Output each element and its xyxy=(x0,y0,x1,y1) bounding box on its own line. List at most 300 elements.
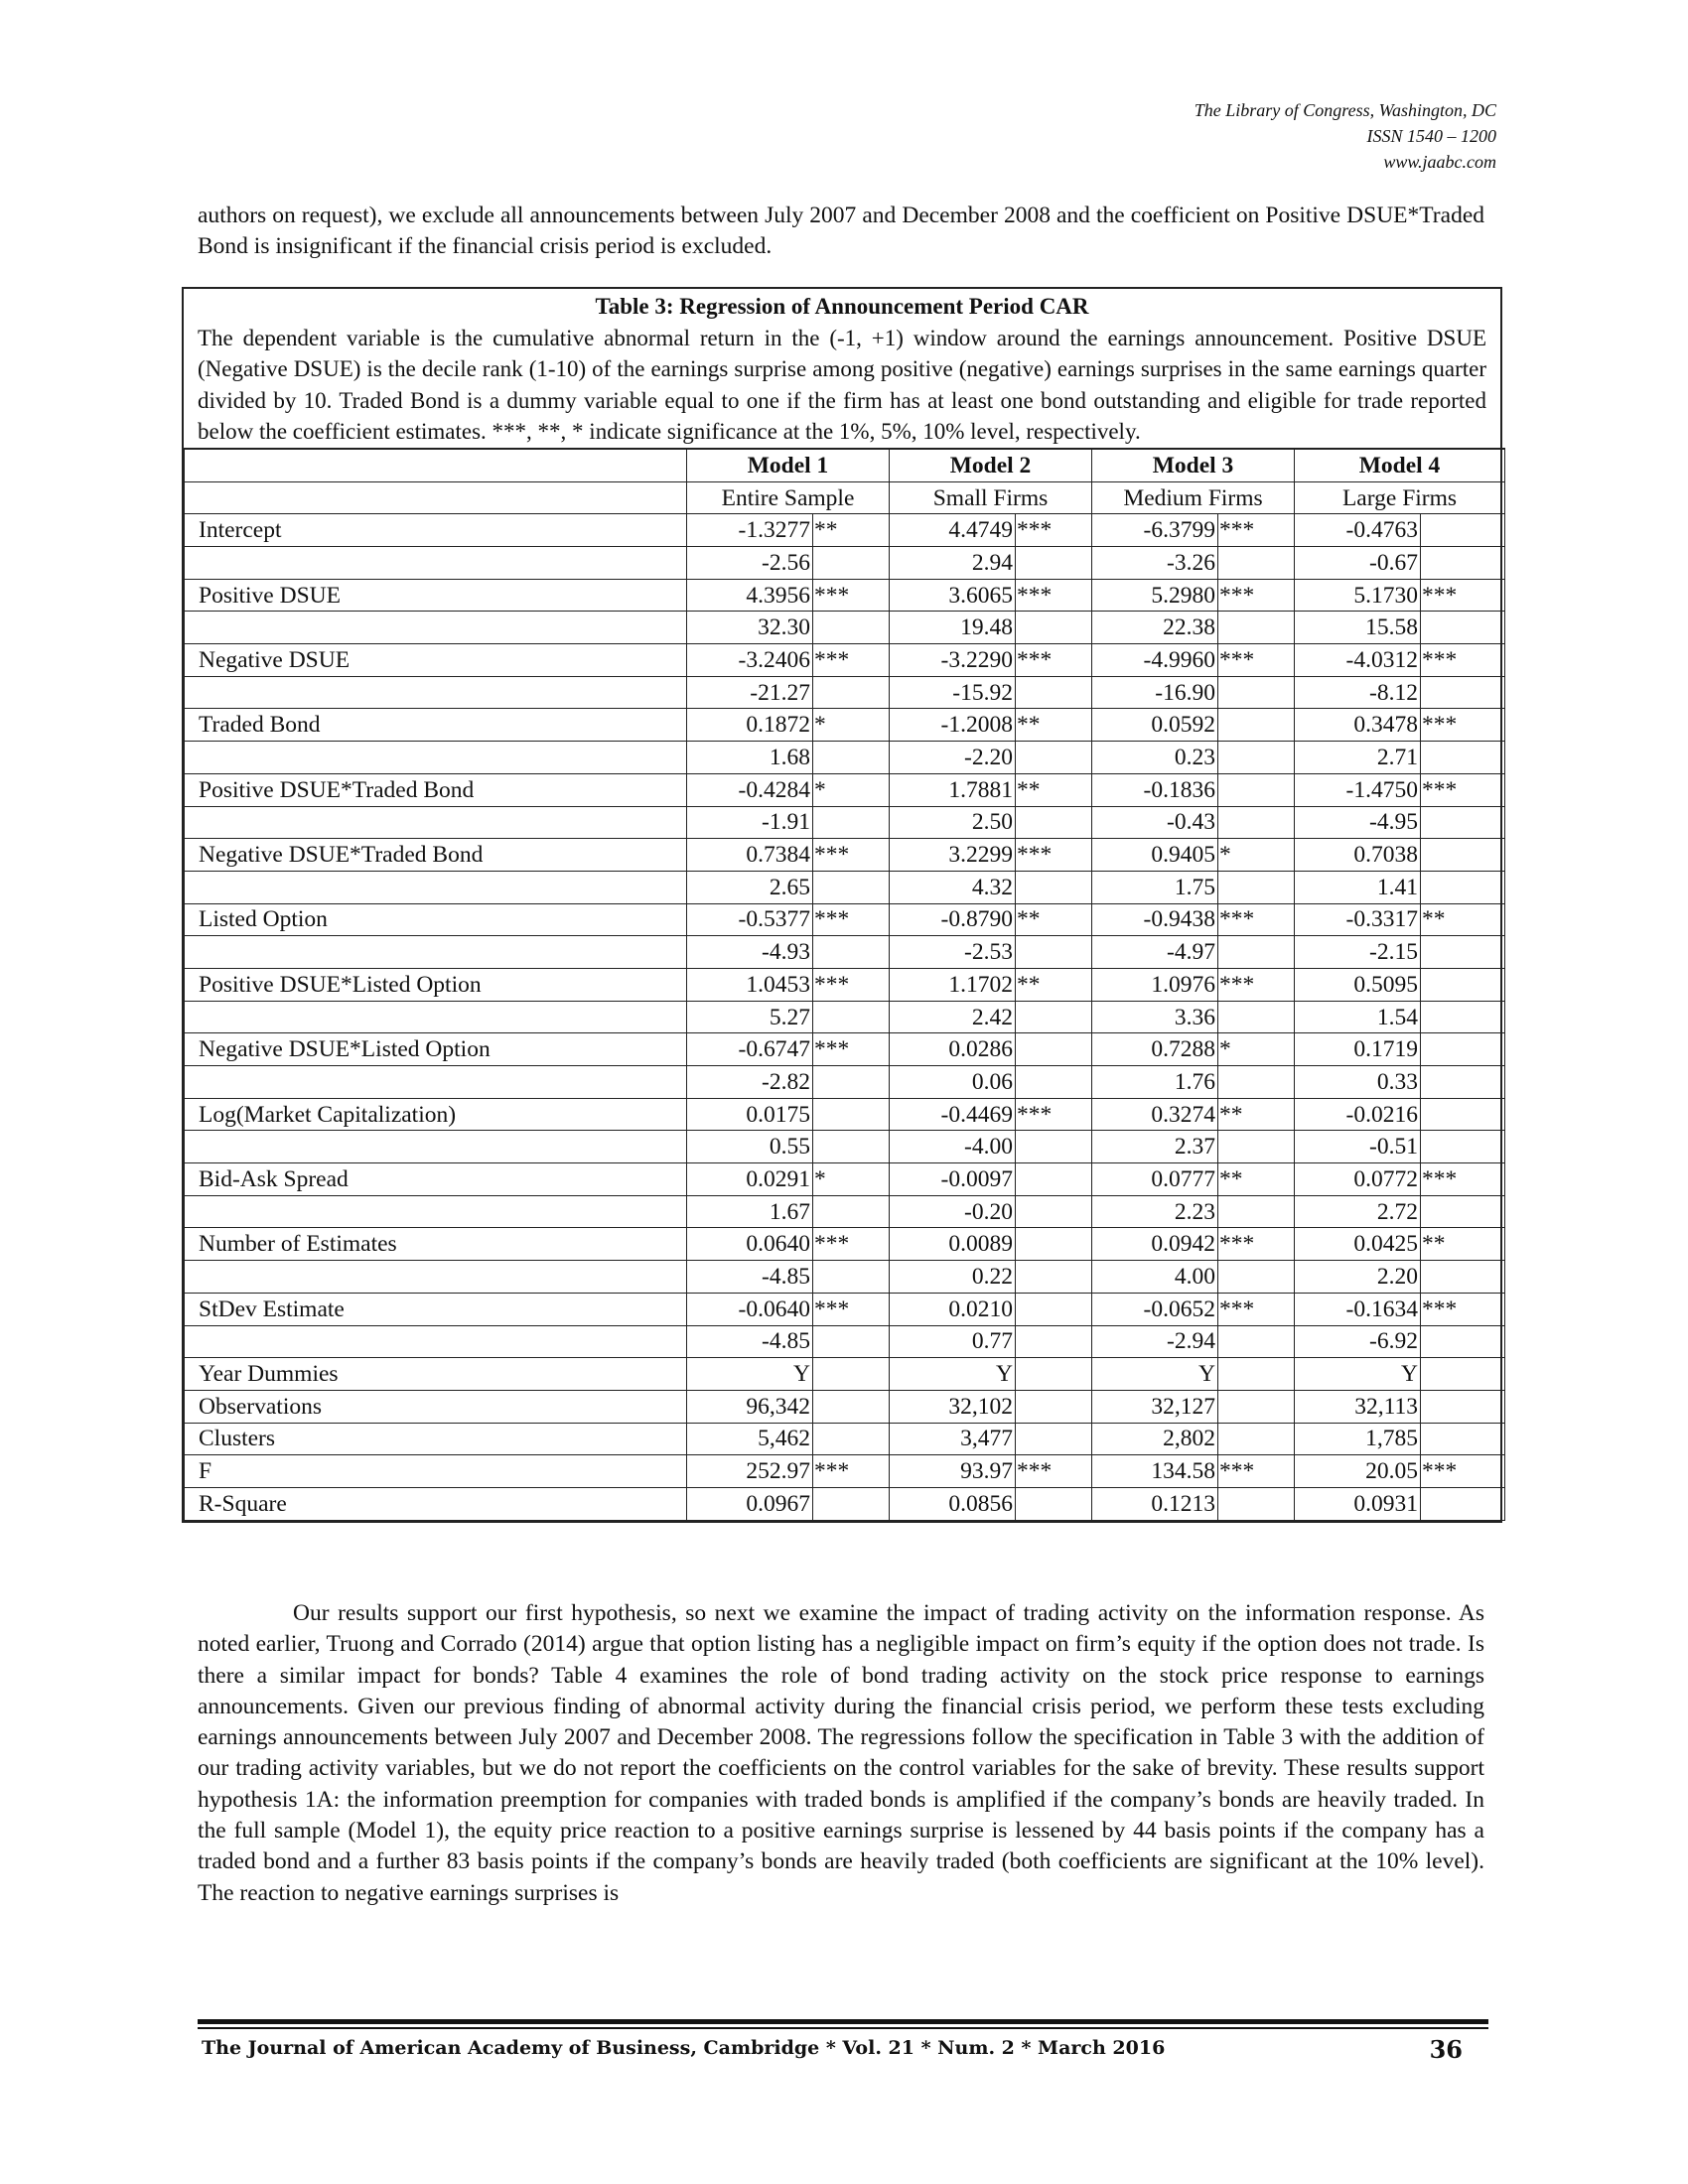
model-1-significance: *** xyxy=(813,839,890,872)
model-1-significance: *** xyxy=(813,644,890,677)
model-4-significance xyxy=(1421,936,1505,969)
model-3-value: 1.75 xyxy=(1092,871,1218,903)
model-2-significance xyxy=(1016,1163,1092,1196)
header-library: The Library of Congress, Washington, DC xyxy=(1194,100,1496,120)
model-2-value: 0.77 xyxy=(890,1325,1016,1358)
model-3-significance xyxy=(1218,1423,1295,1455)
model-3-value: -0.0652 xyxy=(1092,1293,1218,1325)
model-1-value: -4.93 xyxy=(687,936,813,969)
model-2-value: 4.32 xyxy=(890,871,1016,903)
model-1-significance: * xyxy=(813,1163,890,1196)
model-4-value: -0.3317 xyxy=(1295,903,1421,936)
model-1-significance xyxy=(813,806,890,839)
model-3-value: 5.2980 xyxy=(1092,579,1218,612)
model-4-value: 5.1730 xyxy=(1295,579,1421,612)
row-label: Negative DSUE*Traded Bond xyxy=(185,839,687,872)
model-4-value: 0.0425 xyxy=(1295,1228,1421,1261)
model-1-significance xyxy=(813,676,890,709)
model-1-value: Y xyxy=(687,1358,813,1391)
row-label: Clusters xyxy=(185,1423,687,1455)
model-1-significance xyxy=(813,742,890,774)
table-row xyxy=(185,1358,1505,1391)
table-row xyxy=(185,1163,1505,1196)
row-label: Negative DSUE*Listed Option xyxy=(185,1033,687,1066)
model-2-value: 2.50 xyxy=(890,806,1016,839)
model-3-significance xyxy=(1218,1195,1295,1228)
table-row xyxy=(185,579,1505,612)
regression-table-box xyxy=(182,287,1502,1523)
model-4-significance xyxy=(1421,1098,1505,1131)
model-4-value: -4.0312 xyxy=(1295,644,1421,677)
model-4-value: 0.1719 xyxy=(1295,1033,1421,1066)
model-1-significance xyxy=(813,936,890,969)
model-3-significance: *** xyxy=(1218,644,1295,677)
model-1-significance: *** xyxy=(813,968,890,1001)
model-3-sample: Medium Firms xyxy=(1092,481,1295,514)
model-4-significance xyxy=(1421,1066,1505,1099)
table-row xyxy=(185,1098,1505,1131)
model-3-significance xyxy=(1218,1390,1295,1423)
model-4-significance xyxy=(1421,1358,1505,1391)
model-3-header: Model 3 xyxy=(1092,449,1295,481)
row-label xyxy=(185,612,687,644)
table-row xyxy=(185,773,1505,806)
model-1-significance: *** xyxy=(813,1033,890,1066)
model-3-significance xyxy=(1218,936,1295,969)
model-3-value: 3.36 xyxy=(1092,1001,1218,1033)
model-3-significance xyxy=(1218,1358,1295,1391)
model-2-value: 0.06 xyxy=(890,1066,1016,1099)
model-4-significance xyxy=(1421,1001,1505,1033)
model-2-value: 2.42 xyxy=(890,1001,1016,1033)
page-number: 36 xyxy=(1429,2035,1463,2064)
model-4-value: -0.1634 xyxy=(1295,1293,1421,1325)
model-1-value: -3.2406 xyxy=(687,644,813,677)
model-4-value: 2.72 xyxy=(1295,1195,1421,1228)
model-3-significance xyxy=(1218,871,1295,903)
model-3-value: -0.1836 xyxy=(1092,773,1218,806)
row-label xyxy=(185,871,687,903)
model-1-significance xyxy=(813,612,890,644)
model-1-value: 1.0453 xyxy=(687,968,813,1001)
model-2-value: -2.53 xyxy=(890,936,1016,969)
model-2-value: -0.0097 xyxy=(890,1163,1016,1196)
model-2-significance xyxy=(1016,676,1092,709)
model-3-significance: *** xyxy=(1218,514,1295,547)
table-row-tstat xyxy=(185,1131,1505,1163)
model-4-significance: *** xyxy=(1421,1455,1505,1488)
model-2-significance xyxy=(1016,1325,1092,1358)
model-3-value: 0.7288 xyxy=(1092,1033,1218,1066)
model-header-row xyxy=(185,449,1505,481)
model-1-significance xyxy=(813,1195,890,1228)
model-4-significance xyxy=(1421,547,1505,580)
model-3-significance: ** xyxy=(1218,1098,1295,1131)
row-label xyxy=(185,1261,687,1294)
model-1-value: 0.0175 xyxy=(687,1098,813,1131)
model-1-significance xyxy=(813,1487,890,1520)
row-label: Observations xyxy=(185,1390,687,1423)
model-4-value: -8.12 xyxy=(1295,676,1421,709)
model-2-significance: ** xyxy=(1016,709,1092,742)
model-3-value: 32,127 xyxy=(1092,1390,1218,1423)
model-1-value: 2.65 xyxy=(687,871,813,903)
model-2-significance: ** xyxy=(1016,968,1092,1001)
row-label xyxy=(185,1066,687,1099)
table-row-tstat xyxy=(185,936,1505,969)
row-label xyxy=(185,742,687,774)
model-2-significance xyxy=(1016,1293,1092,1325)
model-2-value: 32,102 xyxy=(890,1390,1016,1423)
model-3-significance xyxy=(1218,742,1295,774)
model-2-significance xyxy=(1016,1131,1092,1163)
model-4-significance xyxy=(1421,1423,1505,1455)
page-footer xyxy=(202,2035,1463,2064)
model-2-value: 0.22 xyxy=(890,1261,1016,1294)
model-2-value: -2.20 xyxy=(890,742,1016,774)
model-3-value: 1.0976 xyxy=(1092,968,1218,1001)
model-4-significance: ** xyxy=(1421,1228,1505,1261)
model-4-header: Model 4 xyxy=(1295,449,1505,481)
table-row xyxy=(185,1033,1505,1066)
model-4-value: 1.41 xyxy=(1295,871,1421,903)
model-3-value: 0.9405 xyxy=(1092,839,1218,872)
empty-header-cell xyxy=(185,481,687,514)
sample-header-row xyxy=(185,481,1505,514)
model-4-value: 2.20 xyxy=(1295,1261,1421,1294)
row-label xyxy=(185,676,687,709)
table-row xyxy=(185,839,1505,872)
model-1-significance: * xyxy=(813,709,890,742)
model-4-significance xyxy=(1421,871,1505,903)
table-row-tstat xyxy=(185,871,1505,903)
model-2-value: -15.92 xyxy=(890,676,1016,709)
page-header xyxy=(1195,97,1496,175)
model-3-significance: *** xyxy=(1218,968,1295,1001)
model-3-value: -4.97 xyxy=(1092,936,1218,969)
model-2-value: 93.97 xyxy=(890,1455,1016,1488)
header-website: www.jaabc.com xyxy=(1383,152,1496,172)
model-2-significance xyxy=(1016,1066,1092,1099)
model-3-value: 22.38 xyxy=(1092,612,1218,644)
row-label: Listed Option xyxy=(185,903,687,936)
header-issn: ISSN 1540 – 1200 xyxy=(1366,126,1496,146)
table-row-tstat xyxy=(185,806,1505,839)
model-1-significance xyxy=(813,1390,890,1423)
model-2-value: 0.0089 xyxy=(890,1228,1016,1261)
model-4-value: -0.67 xyxy=(1295,547,1421,580)
model-3-significance xyxy=(1218,1487,1295,1520)
model-4-significance xyxy=(1421,839,1505,872)
table-row-tstat xyxy=(185,612,1505,644)
model-1-value: -4.85 xyxy=(687,1261,813,1294)
model-4-significance: *** xyxy=(1421,644,1505,677)
footer-rule-thick xyxy=(198,2019,1488,2024)
model-4-value: 0.33 xyxy=(1295,1066,1421,1099)
model-1-value: -1.3277 xyxy=(687,514,813,547)
row-label: Year Dummies xyxy=(185,1358,687,1391)
table-row xyxy=(185,968,1505,1001)
model-4-value: -1.4750 xyxy=(1295,773,1421,806)
model-2-significance xyxy=(1016,806,1092,839)
model-3-significance: *** xyxy=(1218,1228,1295,1261)
model-4-significance xyxy=(1421,514,1505,547)
row-label: R-Square xyxy=(185,1487,687,1520)
model-4-significance: *** xyxy=(1421,773,1505,806)
model-1-value: 252.97 xyxy=(687,1455,813,1488)
model-3-value: -0.9438 xyxy=(1092,903,1218,936)
model-2-value: -0.20 xyxy=(890,1195,1016,1228)
model-2-value: 4.4749 xyxy=(890,514,1016,547)
table-caption xyxy=(184,289,1500,448)
model-4-value: -0.0216 xyxy=(1295,1098,1421,1131)
model-1-significance: *** xyxy=(813,1293,890,1325)
model-1-value: 1.68 xyxy=(687,742,813,774)
model-4-significance: *** xyxy=(1421,1163,1505,1196)
model-2-value: 3.6065 xyxy=(890,579,1016,612)
model-3-value: 0.3274 xyxy=(1092,1098,1218,1131)
model-2-significance: ** xyxy=(1016,903,1092,936)
model-2-significance: *** xyxy=(1016,514,1092,547)
model-4-significance xyxy=(1421,612,1505,644)
model-3-significance xyxy=(1218,806,1295,839)
model-2-significance xyxy=(1016,1195,1092,1228)
model-1-value: -0.6747 xyxy=(687,1033,813,1066)
model-3-significance xyxy=(1218,773,1295,806)
row-label: Bid-Ask Spread xyxy=(185,1163,687,1196)
row-label: Positive DSUE*Listed Option xyxy=(185,968,687,1001)
model-4-significance xyxy=(1421,1195,1505,1228)
model-4-significance: *** xyxy=(1421,579,1505,612)
model-3-significance xyxy=(1218,1066,1295,1099)
row-label xyxy=(185,547,687,580)
row-label: Negative DSUE xyxy=(185,644,687,677)
model-4-value: Y xyxy=(1295,1358,1421,1391)
model-4-significance xyxy=(1421,742,1505,774)
row-label xyxy=(185,1001,687,1033)
model-4-value: 0.0931 xyxy=(1295,1487,1421,1520)
row-label xyxy=(185,1131,687,1163)
row-label: Number of Estimates xyxy=(185,1228,687,1261)
model-2-value: -1.2008 xyxy=(890,709,1016,742)
model-1-significance: *** xyxy=(813,1228,890,1261)
table-row xyxy=(185,1228,1505,1261)
table-row xyxy=(185,1455,1505,1488)
model-4-value: 1.54 xyxy=(1295,1001,1421,1033)
model-2-significance xyxy=(1016,1423,1092,1455)
model-3-significance: *** xyxy=(1218,903,1295,936)
model-4-significance xyxy=(1421,1131,1505,1163)
row-label xyxy=(185,936,687,969)
model-1-significance xyxy=(813,871,890,903)
table-row-tstat xyxy=(185,1001,1505,1033)
model-4-significance: ** xyxy=(1421,903,1505,936)
model-1-value: 0.0291 xyxy=(687,1163,813,1196)
table-row xyxy=(185,1487,1505,1520)
row-label: Log(Market Capitalization) xyxy=(185,1098,687,1131)
model-1-value: -21.27 xyxy=(687,676,813,709)
model-2-significance xyxy=(1016,612,1092,644)
model-2-value: 1.1702 xyxy=(890,968,1016,1001)
model-3-value: 0.1213 xyxy=(1092,1487,1218,1520)
model-2-significance: *** xyxy=(1016,644,1092,677)
model-2-value: 2.94 xyxy=(890,547,1016,580)
model-3-value: -6.3799 xyxy=(1092,514,1218,547)
model-3-significance: ** xyxy=(1218,1163,1295,1196)
table-row-tstat xyxy=(185,1261,1505,1294)
model-3-significance xyxy=(1218,1325,1295,1358)
row-label: Intercept xyxy=(185,514,687,547)
model-1-significance: ** xyxy=(813,514,890,547)
model-2-sample: Small Firms xyxy=(890,481,1092,514)
model-2-value: -3.2290 xyxy=(890,644,1016,677)
model-3-significance xyxy=(1218,1001,1295,1033)
model-1-value: 5,462 xyxy=(687,1423,813,1455)
row-label xyxy=(185,806,687,839)
model-1-significance: *** xyxy=(813,579,890,612)
model-2-value: 3.2299 xyxy=(890,839,1016,872)
model-4-significance xyxy=(1421,1390,1505,1423)
model-2-value: -0.8790 xyxy=(890,903,1016,936)
model-1-value: -4.85 xyxy=(687,1325,813,1358)
model-3-value: -2.94 xyxy=(1092,1325,1218,1358)
model-1-significance xyxy=(813,1098,890,1131)
model-3-value: 0.23 xyxy=(1092,742,1218,774)
model-3-value: -3.26 xyxy=(1092,547,1218,580)
model-3-significance xyxy=(1218,1261,1295,1294)
model-2-significance: *** xyxy=(1016,1098,1092,1131)
table-row xyxy=(185,514,1505,547)
model-4-value: 0.7038 xyxy=(1295,839,1421,872)
model-3-significance: *** xyxy=(1218,579,1295,612)
model-2-significance xyxy=(1016,1487,1092,1520)
table-title: Table 3: Regression of Announcement Period CAR xyxy=(595,294,1089,319)
model-1-sample: Entire Sample xyxy=(687,481,890,514)
model-2-significance xyxy=(1016,742,1092,774)
model-1-significance xyxy=(813,1358,890,1391)
model-4-sample: Large Firms xyxy=(1295,481,1505,514)
model-3-value: -16.90 xyxy=(1092,676,1218,709)
model-1-value: 5.27 xyxy=(687,1001,813,1033)
model-4-value: -6.92 xyxy=(1295,1325,1421,1358)
table-row xyxy=(185,1390,1505,1423)
intro-paragraph: authors on request), we exclude all announcements between July 2007 and December 2008 and the coefficient on Positive DSUE*Traded Bond is insignificant if the financial crisis period is excluded. xyxy=(198,203,1484,259)
table-row xyxy=(185,1423,1505,1455)
model-2-significance xyxy=(1016,547,1092,580)
model-4-significance: *** xyxy=(1421,1293,1505,1325)
row-label: StDev Estimate xyxy=(185,1293,687,1325)
model-4-value: 0.3478 xyxy=(1295,709,1421,742)
model-2-significance xyxy=(1016,1228,1092,1261)
model-1-significance: *** xyxy=(813,1455,890,1488)
model-2-significance xyxy=(1016,1033,1092,1066)
model-2-value: -4.00 xyxy=(890,1131,1016,1163)
model-3-significance xyxy=(1218,547,1295,580)
empty-header-cell xyxy=(185,449,687,481)
table-row-tstat xyxy=(185,676,1505,709)
model-3-value: 0.0777 xyxy=(1092,1163,1218,1196)
model-1-value: 0.1872 xyxy=(687,709,813,742)
body-paragraph xyxy=(198,1598,1484,1909)
model-4-value: -4.95 xyxy=(1295,806,1421,839)
model-4-value: -0.4763 xyxy=(1295,514,1421,547)
model-4-value: 0.0772 xyxy=(1295,1163,1421,1196)
model-3-significance: * xyxy=(1218,839,1295,872)
row-label: Traded Bond xyxy=(185,709,687,742)
model-4-value: 1,785 xyxy=(1295,1423,1421,1455)
model-3-significance: * xyxy=(1218,1033,1295,1066)
table-row-tstat xyxy=(185,547,1505,580)
model-4-significance xyxy=(1421,1487,1505,1520)
model-3-significance xyxy=(1218,709,1295,742)
table-row xyxy=(185,709,1505,742)
model-4-significance xyxy=(1421,968,1505,1001)
row-label: Positive DSUE*Traded Bond xyxy=(185,773,687,806)
model-4-significance xyxy=(1421,676,1505,709)
model-2-value: Y xyxy=(890,1358,1016,1391)
model-1-value: 0.0967 xyxy=(687,1487,813,1520)
model-2-significance xyxy=(1016,936,1092,969)
model-4-value: 0.5095 xyxy=(1295,968,1421,1001)
model-1-value: -2.56 xyxy=(687,547,813,580)
regression-table xyxy=(184,448,1505,1521)
row-label: F xyxy=(185,1455,687,1488)
model-3-value: 0.0942 xyxy=(1092,1228,1218,1261)
model-2-value: 0.0210 xyxy=(890,1293,1016,1325)
model-3-value: 0.0592 xyxy=(1092,709,1218,742)
model-2-header: Model 2 xyxy=(890,449,1092,481)
footer-journal: The Journal of American Academy of Business, Cambridge * Vol. 21 * Num. 2 * March 2016 xyxy=(202,2037,1166,2059)
model-3-value: 2.23 xyxy=(1092,1195,1218,1228)
model-1-value: 0.0640 xyxy=(687,1228,813,1261)
model-2-significance xyxy=(1016,1001,1092,1033)
model-1-value: -1.91 xyxy=(687,806,813,839)
model-3-value: 134.58 xyxy=(1092,1455,1218,1488)
table-row xyxy=(185,1293,1505,1325)
model-1-value: -0.4284 xyxy=(687,773,813,806)
model-1-value: 32.30 xyxy=(687,612,813,644)
model-3-value: 2.37 xyxy=(1092,1131,1218,1163)
model-3-significance: *** xyxy=(1218,1455,1295,1488)
model-4-value: -0.51 xyxy=(1295,1131,1421,1163)
model-2-value: 3,477 xyxy=(890,1423,1016,1455)
model-2-value: 19.48 xyxy=(890,612,1016,644)
model-3-value: Y xyxy=(1092,1358,1218,1391)
model-3-significance: *** xyxy=(1218,1293,1295,1325)
table-row-tstat xyxy=(185,1195,1505,1228)
model-3-significance xyxy=(1218,676,1295,709)
model-4-value: 15.58 xyxy=(1295,612,1421,644)
model-4-significance xyxy=(1421,1261,1505,1294)
model-1-value: -0.0640 xyxy=(687,1293,813,1325)
model-1-significance xyxy=(813,547,890,580)
row-label xyxy=(185,1195,687,1228)
model-2-significance xyxy=(1016,871,1092,903)
table-description: The dependent variable is the cumulative abnormal return in the (-1, +1) window around the earnings announcement. Positive DSUE (Negative DSUE) is the decile rank (1-10) of the earnings surprise among positive (negative) earnings surprises in the same earnings quarter divided by 10. Traded Bond is a dummy variable equal to one if the firm has at least one bond outstanding and eligible for trade reported below the coefficient estimates. ***, **, * indicate significance at the 1%, 5%, 10% level, respectively. xyxy=(198,325,1486,445)
model-1-significance xyxy=(813,1001,890,1033)
footer-rule-thin xyxy=(198,2027,1488,2029)
body-paragraph-text: Our results support our first hypothesis, so next we examine the impact of trading activity on the information response. As noted earlier, Truong and Corrado (2014) argue that option listing has a negligible impact on firm’s equity if the option does not trade. Is there a similar impact for bonds? Table 4 examines the role of bond trading activity on the stock price response to earnings announcements. Given our previous finding of abnormal activity during the financial crisis period, we perform these tests excluding earnings announcements between July 2007 and December 2008. The regressions follow the specification in Table 3 with the addition of our trading activity variables, but we do not report the coefficients on the control variables for the sake of brevity. These results support hypothesis 1A: the information preemption for companies with traded bonds is amplified if the company’s bonds are heavily traded. In the full sample (Model 1), the equity price reaction to a positive earnings surprise is lessened by 44 basis points if the company has a traded bond and a further 83 basis points if the company’s bonds are heavily traded (both coefficients are significant at the 10% level). The reaction to negative earnings surprises is xyxy=(198,1600,1484,1906)
model-2-significance: *** xyxy=(1016,839,1092,872)
model-2-significance xyxy=(1016,1358,1092,1391)
model-2-significance: ** xyxy=(1016,773,1092,806)
table-row-tstat xyxy=(185,742,1505,774)
model-3-value: -4.9960 xyxy=(1092,644,1218,677)
model-4-value: 2.71 xyxy=(1295,742,1421,774)
model-3-value: 2,802 xyxy=(1092,1423,1218,1455)
model-3-significance xyxy=(1218,1131,1295,1163)
model-3-significance xyxy=(1218,612,1295,644)
